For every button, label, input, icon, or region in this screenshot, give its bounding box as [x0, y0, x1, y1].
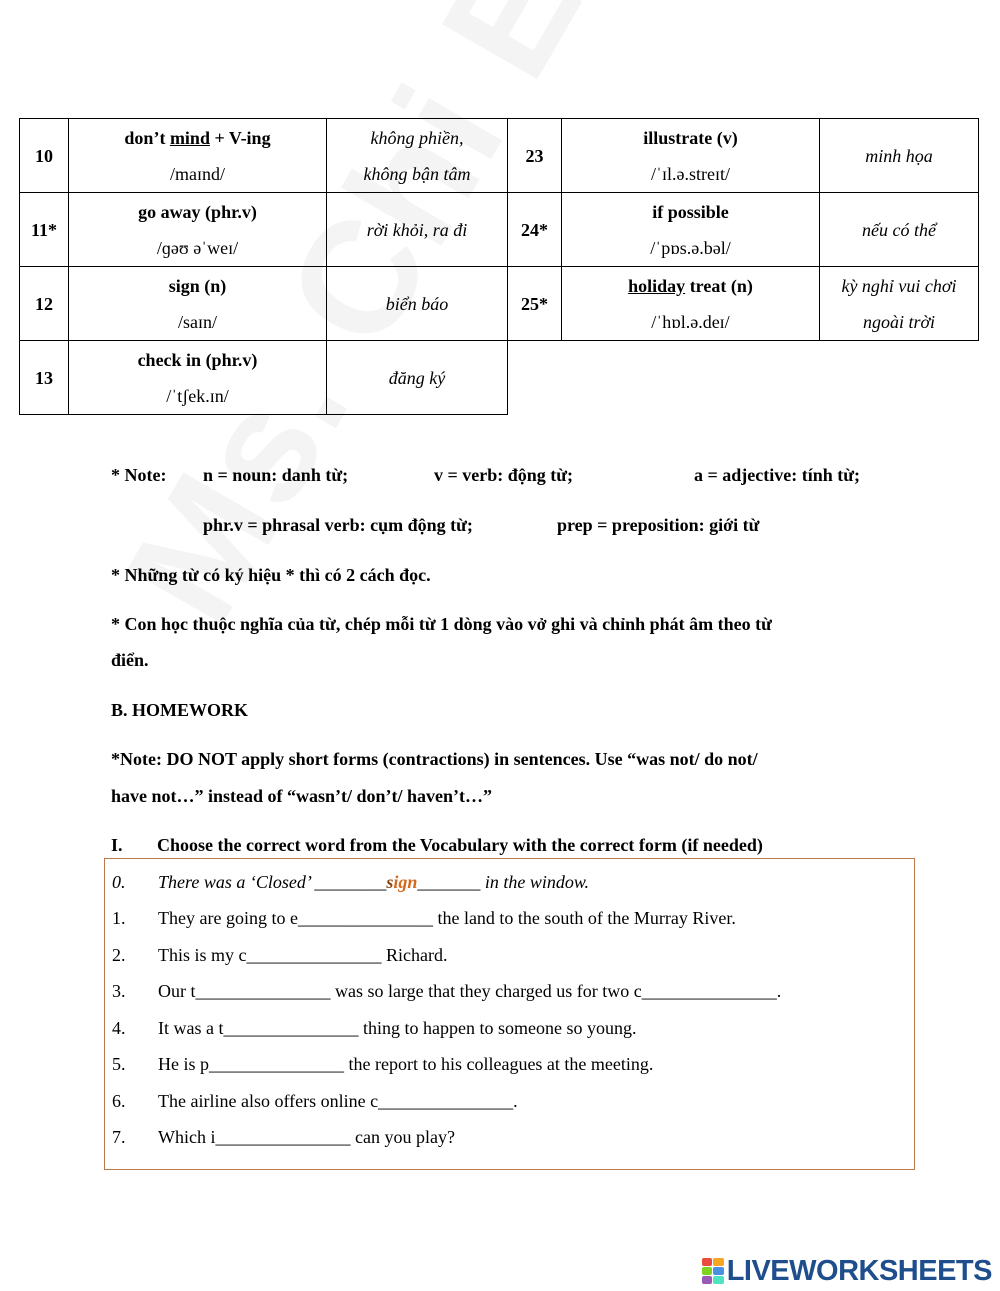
vocab-ipa: /saɪn/ — [178, 311, 217, 332]
vocab-word-part: treat (n) — [685, 275, 753, 296]
vocab-meaning-line: kỳ nghỉ vui chơi — [841, 275, 957, 296]
example-answer-rest: ign — [393, 872, 418, 892]
study-note-line-2: điển. — [111, 650, 149, 670]
vocab-word-part: don’t — [124, 127, 170, 148]
vocab-word-part: check in (phr.v) — [137, 349, 258, 370]
vocab-word-underlined: mind — [169, 127, 210, 148]
vocab-meaning — [820, 193, 979, 267]
vocab-meaning-line: đăng ký — [388, 367, 446, 388]
exercise-number: 7. — [112, 1127, 126, 1147]
vocab-ipa: /maɪnd/ — [170, 163, 225, 184]
contraction-note-line-1: *Note: DO NOT apply short forms (contractions) in sentences. Use “was not/ do not/ — [111, 749, 758, 769]
empty-cell — [508, 341, 979, 415]
exercise-sentence: It was a t_______________ thing to happen to someone so young. — [158, 1017, 637, 1038]
vocab-word-part: + V-ing — [209, 127, 271, 148]
exercise-number: 1. — [112, 908, 126, 928]
note-noun: n = noun: danh từ; — [203, 465, 349, 485]
exercise-sentence: This is my c_______________ Richard. — [158, 944, 448, 965]
exercise-sentence: He is p_______________ the report to his colleagues at the meeting. — [158, 1054, 654, 1074]
vocab-word — [562, 120, 819, 156]
note-row-1 — [111, 465, 861, 486]
vocab-ipa: /ˈhɒl.ə.deɪ/ — [651, 311, 730, 332]
vocab-word-part: if possible — [652, 201, 729, 222]
exercise-number: 4. — [112, 1017, 126, 1038]
vocab-meaning-line: minh họa — [865, 145, 933, 166]
example-answer-first: s — [386, 872, 394, 892]
vocab-number: 11* — [20, 193, 69, 267]
vocab-word — [69, 268, 326, 304]
example-item — [112, 872, 589, 893]
vocab-meaning — [327, 119, 508, 193]
vocab-word-underlined: holiday — [628, 275, 686, 296]
exercise-number: 3. — [112, 981, 126, 1001]
logo-tile — [702, 1267, 713, 1275]
vocab-number: 23 — [508, 119, 562, 193]
vocab-meaning — [327, 193, 508, 267]
section-heading — [111, 835, 763, 856]
logo-tile — [713, 1267, 724, 1275]
note-row-2 — [203, 515, 760, 536]
vocab-meaning-line: rời khỏi, ra đi — [366, 219, 468, 240]
example-text-after: _______ in the window. — [417, 872, 590, 892]
liveworksheets-logo — [702, 1254, 992, 1288]
exercise-item — [112, 945, 447, 966]
star-note: * Những từ có ký hiệu * thì có 2 cách đọc. — [111, 565, 431, 585]
logo-tile — [702, 1258, 713, 1266]
vocab-ipa: /ˈtʃek.ɪn/ — [166, 385, 229, 406]
vocab-number: 13 — [20, 341, 69, 415]
vocab-word-part: go away (phr.v) — [138, 201, 257, 222]
vocab-row — [20, 267, 979, 341]
vocab-meaning-line: không bận tâm — [363, 163, 471, 184]
vocab-row — [20, 193, 979, 267]
section-number: I. — [111, 835, 123, 855]
vocab-meaning — [820, 267, 979, 341]
exercise-box — [104, 858, 915, 1170]
exercise-item — [112, 981, 781, 1002]
vocab-meaning-line: không phiền, — [370, 127, 464, 148]
vocab-word — [562, 268, 819, 304]
vocab-ipa: /ɡəʊ əˈweɪ/ — [156, 237, 239, 258]
note-preposition: prep = preposition: giới từ — [557, 515, 760, 535]
note-phrasal: phr.v = phrasal verb: cụm động từ; — [203, 515, 473, 535]
vocab-meaning-line: ngoài trời — [862, 311, 936, 332]
vocab-meaning — [327, 341, 508, 415]
vocab-meaning — [820, 119, 979, 193]
exercise-number: 2. — [112, 944, 126, 965]
vocab-number: 12 — [20, 267, 69, 341]
exercise-item — [112, 1091, 518, 1112]
vocab-meaning-line: nếu có thể — [862, 219, 936, 240]
exercise-sentence: Which i_______________ can you play? — [158, 1127, 455, 1147]
logo-tile — [713, 1258, 724, 1266]
note-adjective: a = adjective: tính từ; — [694, 465, 861, 485]
section-title: Choose the correct word from the Vocabulary with the correct form (if needed) — [157, 835, 763, 855]
vocab-meaning — [327, 267, 508, 341]
example-text-before: There was a ‘Closed’ ________ — [158, 872, 387, 892]
vocab-word-part: illustrate (v) — [643, 127, 738, 148]
vocab-word — [69, 120, 326, 156]
word-cell — [562, 193, 820, 267]
word-cell — [69, 341, 327, 415]
vocab-word — [69, 342, 326, 378]
vocab-row — [20, 341, 979, 415]
exercise-sentence: The airline also offers online c_______________. — [158, 1090, 518, 1111]
logo-tile — [702, 1276, 713, 1284]
vocab-word — [562, 194, 819, 230]
exercise-item — [112, 1054, 653, 1075]
logo-text: LIVEWORKSHEETS — [726, 1254, 992, 1287]
logo-tile — [713, 1276, 724, 1284]
contraction-note-line-2: have not…” instead of “wasn’t/ don’t/ haven’t…” — [111, 786, 493, 806]
vocab-number: 25* — [508, 267, 562, 341]
vocab-number: 24* — [508, 193, 562, 267]
vocab-meaning-line: biển báo — [385, 293, 449, 314]
vocab-number: 10 — [20, 119, 69, 193]
logo-icon — [702, 1258, 724, 1284]
exercise-sentence: They are going to e_______________ the land to the south of the Murray River. — [158, 908, 736, 928]
note-label: * Note: — [111, 465, 167, 485]
exercise-number: 5. — [112, 1054, 126, 1074]
word-cell — [562, 267, 820, 341]
example-number: 0. — [112, 872, 126, 892]
exercise-number: 6. — [112, 1090, 126, 1111]
note-verb: v = verb: động từ; — [434, 465, 574, 485]
study-note-line-1: * Con học thuộc nghĩa của từ, chép mỗi từ 1 dòng vào vở ghi và chỉnh phát âm theo từ — [111, 614, 772, 634]
vocab-ipa: /ˈɪl.ə.streɪt/ — [651, 163, 730, 184]
word-cell — [562, 119, 820, 193]
exercise-item — [112, 1127, 455, 1148]
exercise-sentence: Our t_______________ was so large that they charged us for two c_______________. — [158, 981, 782, 1001]
example-answer — [386, 872, 417, 892]
homework-heading: B. HOMEWORK — [111, 700, 249, 720]
vocabulary-table — [19, 118, 979, 415]
word-cell — [69, 267, 327, 341]
vocab-ipa: /ˈpɒs.ə.bəl/ — [650, 237, 731, 258]
vocab-word-part: sign (n) — [168, 275, 227, 296]
exercise-item — [112, 1018, 636, 1039]
exercise-item — [112, 908, 736, 929]
word-cell — [69, 193, 327, 267]
word-cell — [69, 119, 327, 193]
vocab-row — [20, 119, 979, 193]
vocab-word — [69, 194, 326, 230]
